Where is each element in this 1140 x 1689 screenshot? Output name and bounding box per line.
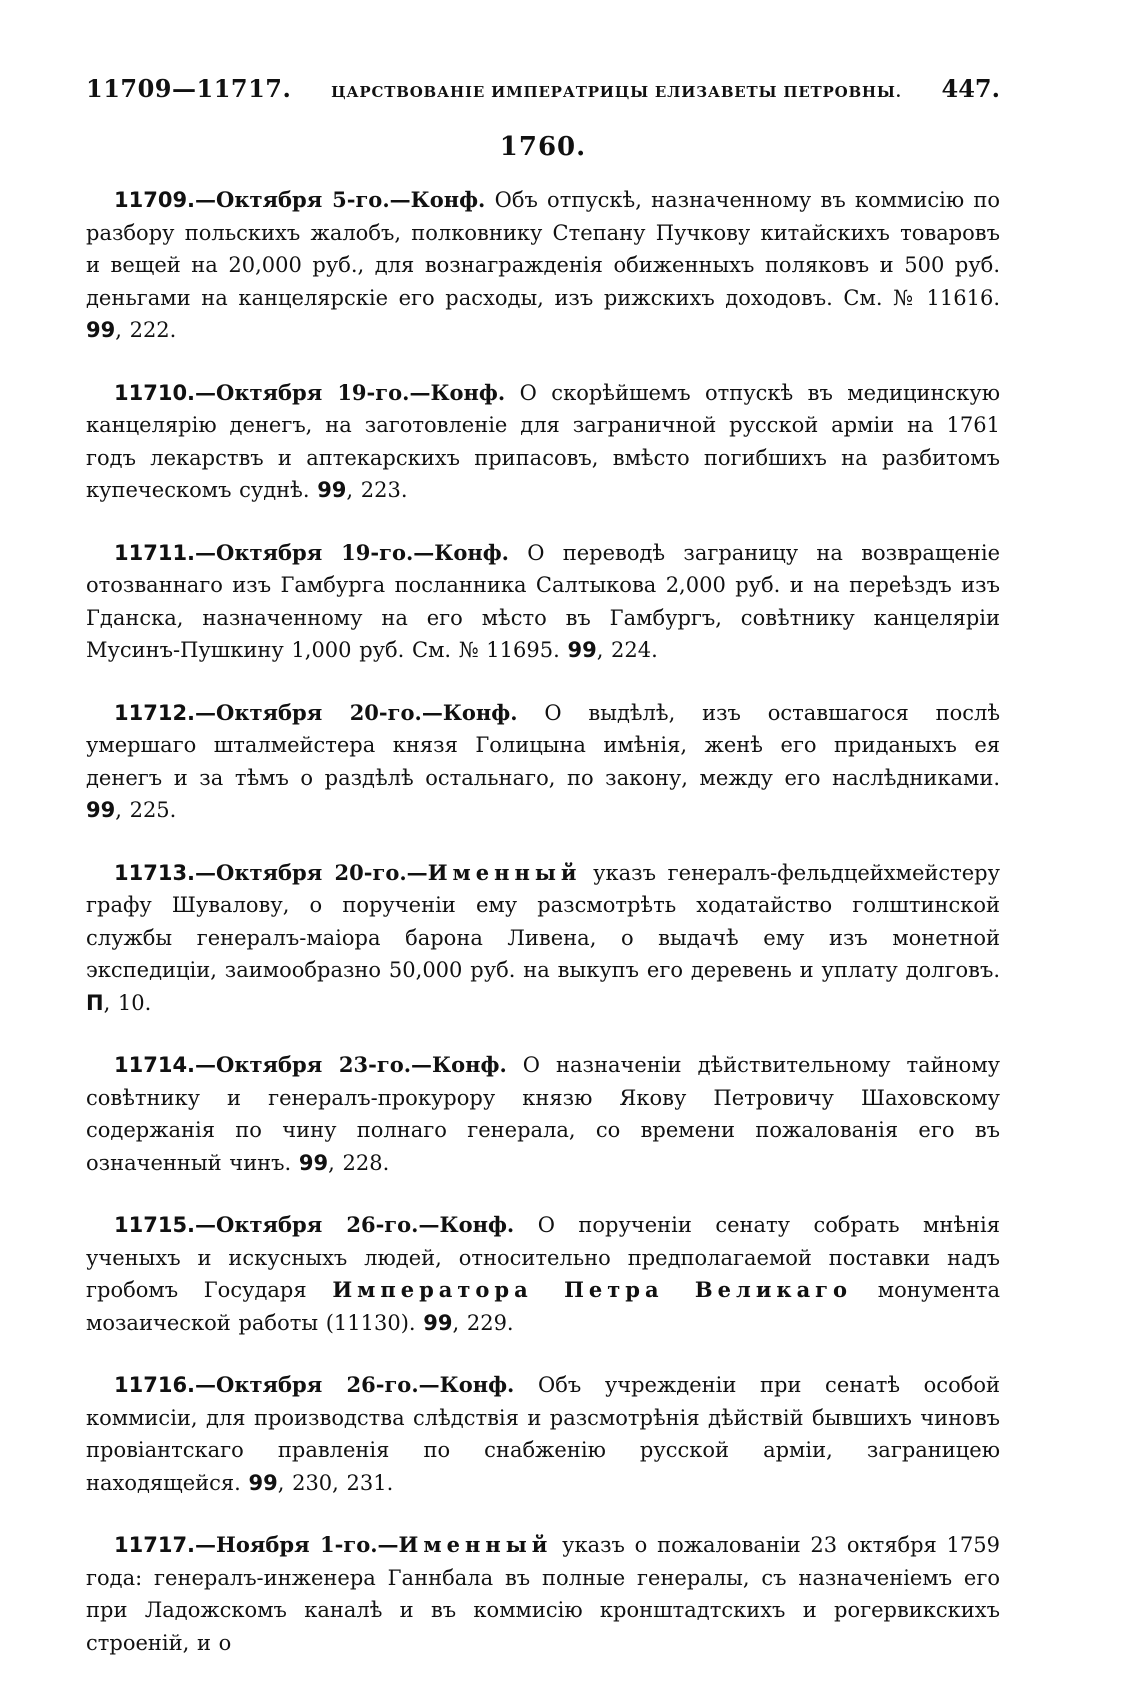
entry-number: 11711. <box>114 540 196 565</box>
page-ref: , 222. <box>115 318 177 342</box>
law-entry <box>86 1209 1000 1339</box>
law-entry <box>86 697 1000 827</box>
entry-date: —Октября 20-го.—Конф. <box>195 699 518 725</box>
entry-number: 11713. <box>114 860 196 885</box>
volume-ref: 99 <box>248 1470 278 1495</box>
entry-date: —Октября 26-го.—Конф. <box>195 1372 515 1397</box>
emperor-title: Императора Петра Великаго <box>332 1277 853 1302</box>
entry-number: 11717. <box>114 1533 196 1557</box>
entry-text: О скорѣйшемъ отпускѣ въ медицинскую канцелярію денегъ, на заготовленіе для заграничной русской арміи на 1761 годъ лекарствъ и аптекарскихъ припасовъ, вмѣсто погибшихъ на разбитомъ купеческомъ суднѣ. <box>86 380 1000 502</box>
document-page <box>86 74 1000 1689</box>
entry-text: О порученіи сенату собрать мнѣнія ученыхъ и искусныхъ людей, относительно предполагаемой поставки надъ гробомъ Государя <box>86 1213 1001 1302</box>
entry-text: О переводѣ заграницу на возвращеніе отозваннаго изъ Гамбурга посланника Салтыкова 2,000 руб. и на переѣздъ изъ Гданска, назначенному на его мѣсто въ Гамбургъ, совѣтнику канцеляріи Мусинъ-Пушкину 1,000 руб. См. № 11695. <box>86 540 1000 662</box>
volume-ref: П <box>86 990 104 1015</box>
law-entry <box>86 184 1000 347</box>
entry-date: —Октября 19-го.—Конф. <box>195 379 506 405</box>
page-ref: , 224. <box>596 638 658 662</box>
entry-date: —Октября 23-го.—Конф. <box>195 1052 507 1077</box>
reign-title: ЦАРСТВОВАНІЕ ИМПЕРАТРИЦЫ ЕЛИЗАВЕТЫ ПЕТРОВНЫ. <box>331 83 902 101</box>
page-number: 447. <box>941 74 1000 103</box>
law-entry <box>86 1369 1000 1499</box>
entry-text: О выдѣлѣ, изъ оставшагося послѣ умершаго шталмейстера князя Голицына имѣнія, женѣ его приданыхъ ея денегъ и за тѣмъ о раздѣлѣ остальнаго, по закону, между его наслѣдниками. <box>86 700 1000 790</box>
law-entry <box>86 857 1000 1020</box>
entry-number: 11716. <box>114 1373 196 1397</box>
entry-range: 11709—11717. <box>86 74 292 103</box>
entry-text: Объ учрежденіи при сенатѣ особой коммисіи, для производства слѣдствія и разсмотрѣнія дѣйствій бывшихъ чиновъ провіантскаго правленія по снабженію русской арміи, заграницею находящейся. <box>86 1373 1000 1495</box>
entry-number: 11714. <box>114 1053 196 1077</box>
page-ref: , 223. <box>346 478 408 502</box>
law-entry <box>86 377 1000 507</box>
page-ref: , 230, 231. <box>277 1470 394 1495</box>
running-head <box>86 74 1000 110</box>
volume-ref: 99 <box>317 478 347 502</box>
page-ref: , 10. <box>103 990 152 1015</box>
decree-type: Именный <box>427 859 582 885</box>
entry-text: указъ о пожалованіи 23 октября 1759 года: генералъ-инженера Ганнбала въ полные генералы, съ назначеніемъ его при Ладожскомъ каналѣ и въ коммисію кронштадтскихъ и рогервикскихъ строеній, и о <box>86 1533 1000 1655</box>
volume-ref: 99 <box>567 638 597 662</box>
page-ref: , 225. <box>115 798 177 822</box>
law-entry <box>86 537 1000 667</box>
volume-ref: 99 <box>86 318 116 342</box>
entry-number: 11712. <box>114 700 196 725</box>
entry-date: —Октября 5-го.—Конф. <box>195 187 486 212</box>
page-ref: , 229. <box>452 1310 514 1335</box>
volume-ref: 99 <box>423 1310 453 1335</box>
law-entry <box>86 1529 1000 1659</box>
entry-number: 11710. <box>114 380 196 405</box>
law-entry <box>86 1049 1000 1179</box>
volume-ref: 99 <box>86 798 116 822</box>
entry-number: 11709. <box>114 188 196 212</box>
entry-number: 11715. <box>114 1213 196 1237</box>
entry-text: О назначеніи дѣйствительному тайному совѣтнику и генералъ-прокурору князю Якову Петровичу Шаховскому содержанія по чину полнаго генерала, со времени пожалованія его въ означенный чинъ. <box>86 1053 1001 1175</box>
entry-text: монумента мозаической работы (11130). <box>86 1278 1001 1335</box>
page-ref: , 228. <box>328 1150 390 1175</box>
entry-date: —Октября 19-го.—Конф. <box>195 539 509 565</box>
entry-date: —Октября 20-го.— <box>195 859 428 885</box>
entry-text: Объ отпускѣ, назначенному въ коммисію по разбору польскихъ жалобъ, полковнику Степану Пучкову китайскихъ товаровъ и вещей на 20,000 руб., для вознагражденія обиженныхъ поляковъ и 500 руб. деньгами на канцелярскіе его расходы, изъ рижскихъ доходовъ. См. № 11616. <box>86 188 1000 310</box>
entry-date: —Ноября 1-го.— <box>195 1532 399 1557</box>
entry-text: указъ генералъ-фельдцейхмейстеру графу Шувалову, о порученіи ему разсмотрѣть ходатайство голштинской службы генералъ-маіора барона Ливена, о выдачѣ ему изъ монетной экспедиціи, заимообразно 50,000 руб. на выкупъ его деревень и уплату долговъ. <box>86 860 1000 982</box>
entry-date: —Октября 26-го.—Конф. <box>195 1212 515 1237</box>
volume-ref: 99 <box>298 1150 329 1175</box>
year-heading: 1760. <box>499 132 587 162</box>
decree-type: Именный <box>398 1532 553 1557</box>
